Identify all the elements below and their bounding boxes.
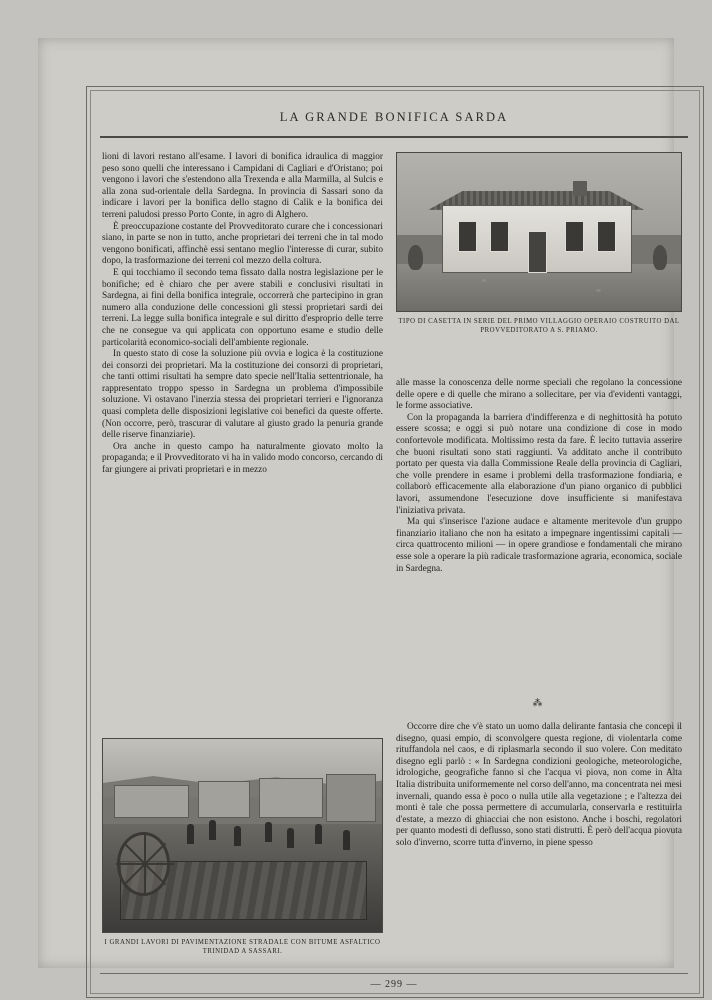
paragraph: Occorre dire che v'è stato un uomo dalla delirante fantasia che concepì il disegno, quasi empio, di sconvolgere questa regione, di violentarla come rituffandola nel caos, e di riplasmarla secondo il suo volere. Con meditato disegno egli parlò : « In Sardegna condizioni geologiche, meteorologiche, idrologiche, geografiche fanno sì che l'acqua vi piova, non come in Alta Italia distribuita uniformemente nel corso dell'anno, ma concentrata nei mesi invernali, quando essa è poco o nulla utile alla vegetazione ; e l'altezza dei monti è tale che possa permettere di accumularla, conservarla e restituirla d'estate, a mezzo di ghiacciai che non esistono. Anche i boschi, regolatori per quanto modesti di deflusso, sono stati distrutti. È però dell'acqua piovuta solo d'inverno, scorre tutta d'inverno, in piene spesso [396,722,682,848]
worker-figure [315,824,322,844]
worker-figure [265,822,272,842]
left-column-text [102,152,383,727]
worker-figure [209,820,216,840]
worker-figure [187,824,194,844]
scanned-page [38,38,682,990]
paragraph: Con la propaganda la barriera d'indifferenza e di neghittosità ha potuto essere scossa; e oggi si può notare una condizione di cose in modo confortevole modificata. Moltissimo resta da fare. È lecito tuttavia asserire che buoni risultati sono stati raggiunti. Va additato anche il contributo portato per questa via dalla Commissione Reale della provincia di Cagliari, che volle prendere in esame i problemi della trasformazione fondiaria, e collaborò efficacemente alla elaborazione d'un piano organico di pubblici lavori, assumendone l'esecuzione dove insufficiente si manifestava l'iniziativa privata. [396,412,682,516]
door [528,231,547,273]
running-head: LA GRANDE BONIFICA SARDA [279,110,509,124]
steam-roller-wheel [117,832,170,896]
paragraph: Ora anche in questo campo ha naturalmente giovato molto la propaganda; e il Provveditorato vi ha in valido modo concorso, cercando di far giungere ai privati proprietari e in mezzo [102,441,383,476]
window [490,221,509,252]
right-column-text-upper [396,378,682,575]
road-photo [102,738,383,933]
house-body [442,205,631,273]
figure-caption: TIPO DI CASETTA IN SERIE DEL PRIMO VILLAGGIO OPERAIO COSTRUITO DAL PROVVEDITORATO A S. PRIAMO. [398,318,680,335]
worker-figure [343,830,350,850]
figure-road [102,738,383,957]
house-photo [396,152,682,312]
paragraph: alle masse la conoscenza delle norme speciali che regolano la concessione delle opere e di quelle che mirano a sollecitare, per via d'evidenti vantaggi, le forme associative. [396,378,682,412]
paragraph: È preoccupazione costante del Provveditorato curare che i concessionari siano, in parte se non in tutto, anche proprietari dei terreni che in tal modo vengono bonificati, affinchè essi sentano meglio l'interesse di curar, subito dopo, la trasformazione dei terreni col mezzo della coltura. [102,221,383,267]
tree [408,245,422,270]
header-rule [100,136,688,138]
building [114,785,189,818]
page-number: — 299 — [370,979,418,990]
worker-figure [234,826,241,846]
tank-structure [326,774,375,822]
worker-figure [287,828,294,848]
window [565,221,584,252]
paragraph: Ma qui s'inserisce l'azione audace e altamente meritevole d'un gruppo finanziario italiano che non ha esitato a impegnare ingentissimi capitali — circa quattrocento milioni — in opere grandiose e fondamentali che mirano esse sole a operare la più radicale trasformazione agraria, economica, sociale in Sardegna. [396,517,682,574]
chimney [573,181,587,195]
figure-house [396,152,682,336]
grain-speck [596,289,601,292]
paragraph: lioni di lavori restano all'esame. I lavori di bonifica idraulica di maggior peso sono quelli che interessano i Campidani di Cagliari e d'Oristano; poi vengono i lavori che s'estendono alla Trexenda e alla Marmilla, al Sulcis e alla zona sud-orientale della Sardegna. In provincia di Sassari sono da indicare i lavori per la bonifica dello stagno di Calik e la bonifica dei terreni paludosi presso Porto Conte, in agro di Alghero. [102,152,383,220]
building [198,781,250,818]
right-column-text-lower [396,722,682,850]
figure-caption: I GRANDI LAVORI DI PAVIMENTAZIONE STRADALE CON BITUME ASFALTICO TRINIDAD A SASSARI. [104,939,381,956]
paragraph: E qui tocchiamo il secondo tema fissato dalla nostra legislazione per le bonifiche; ed è chiaro che per avere stabili e conclusivi risultati in Sardegna, ai fini della bonifica integrale, occorrerà che partecipino in gran numero alla conduzione delle concessioni gli stessi proprietari sardi dei terreni. La legge sulla bonifica integrale e sul diritto d'esproprio delle terre che ne consegue va qui applicata con opportuno esame e studio delle particolarità economico-sociali dell'ambiente regionale. [102,267,383,348]
building [259,778,322,819]
tree [653,245,667,270]
paragraph: In questo stato di cose la soluzione più ovvia e logica è la costituzione dei consorzi dei proprietari. Ma la costituzione dei consorzi di proprietari, che tanti ottimi risultati ha sempre dato specie nell'Italia settentrionale, ha rappresentato troppo spesso in Sardegna un problema d'impossibile soluzione. Vi ostavano l'inerzia stessa dei proprietari terrieri e l'ignoranza quasi completa delle disposizioni legislative coi benefici da queste offerte. (Non occorre, però, trascurar di valutare al giusto grado la penuria grande delle riserve finanziarie). [102,349,383,441]
section-ornament: ⁂ [532,698,546,709]
window [458,221,477,252]
window [597,221,616,252]
footer-rule [100,973,688,974]
